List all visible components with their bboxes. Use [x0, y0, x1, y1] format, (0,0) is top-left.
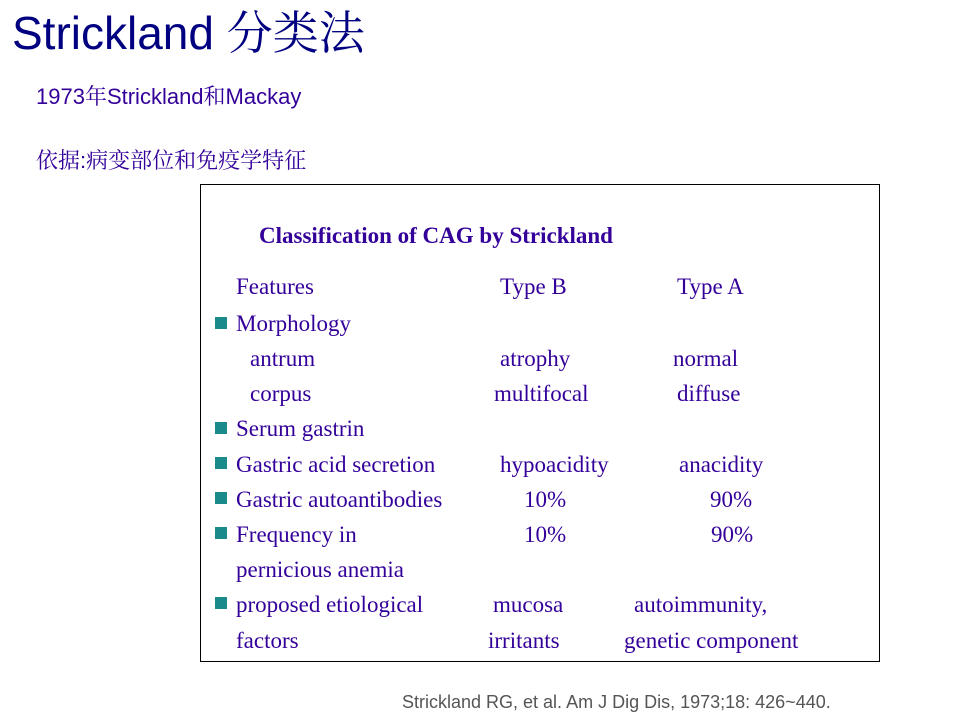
row-type-a: 90%: [711, 522, 754, 547]
classification-table: [200, 184, 880, 662]
row-type-a: 90%: [710, 487, 753, 512]
table-title: Classification of CAG by Strickland: [259, 223, 613, 248]
header-type-a: Type A: [677, 274, 744, 299]
row-type-b: 10%: [524, 522, 567, 547]
row-feature: factors: [236, 628, 299, 653]
citation: Strickland RG, et al. Am J Dig Dis, 1973;18: 426~440.: [402, 692, 831, 712]
header-type-b: Type B: [500, 274, 567, 299]
row-type-b: 10%: [524, 487, 567, 512]
bullet-icon: [215, 597, 227, 609]
bullet-icon: [215, 527, 227, 539]
row-type-b: mucosa: [493, 592, 564, 617]
row-feature: corpus: [250, 381, 312, 406]
row-type-a: autoimmunity,: [634, 592, 768, 617]
row-feature: proposed etiological: [236, 592, 424, 617]
row-type-a: normal: [673, 346, 739, 371]
bullet-icon: [215, 317, 227, 329]
slide-title: Strickland 分类法: [12, 7, 365, 59]
row-type-b: hypoacidity: [500, 452, 609, 477]
row-type-a: diffuse: [677, 381, 741, 406]
row-feature: antrum: [250, 346, 316, 371]
row-feature: Gastric autoantibodies: [236, 487, 443, 512]
row-type-b: irritants: [488, 628, 560, 653]
header-features: Features: [236, 274, 314, 299]
row-type-a: anacidity: [679, 452, 764, 477]
row-type-b: atrophy: [500, 346, 571, 371]
row-feature: Frequency in: [236, 522, 357, 547]
row-type-b: multifocal: [494, 381, 589, 406]
row-feature: pernicious anemia: [236, 557, 404, 582]
row-feature: Serum gastrin: [236, 416, 365, 441]
row-feature: Gastric acid secretion: [236, 452, 436, 477]
bullet-icon: [215, 457, 227, 469]
row-type-a: genetic component: [624, 628, 799, 653]
subtitle-authors: 1973年Strickland和Mackay: [36, 84, 302, 109]
bullet-icon: [215, 422, 227, 434]
bullet-icon: [215, 492, 227, 504]
subtitle-basis: 依据:病变部位和免疫学特征: [36, 148, 307, 173]
row-feature: Morphology: [236, 311, 351, 336]
